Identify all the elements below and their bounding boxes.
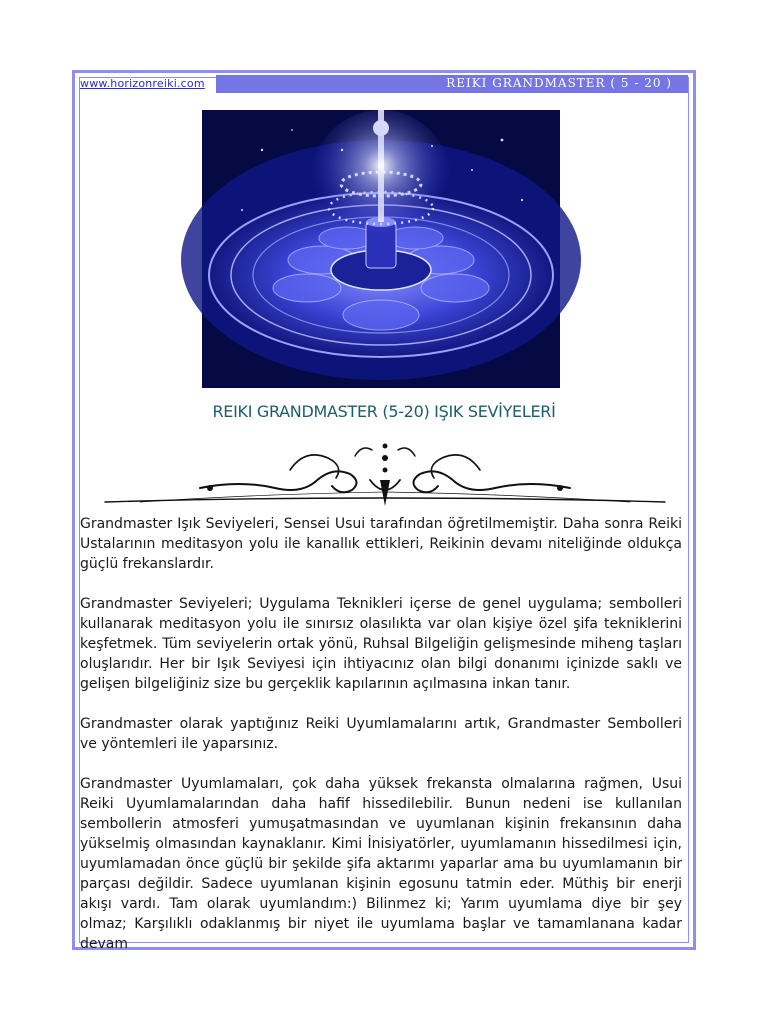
header-title: REIKI GRANDMASTER ( 5 - 20 ) — [446, 76, 672, 90]
paragraph-3: Grandmaster olarak yaptığınız Reiki Uyumlamalarını artık, Grandmaster Sembolleri ve yöntemleri ile yaparsınız. — [80, 716, 682, 752]
paragraph-2: Grandmaster Seviyeleri; Uygulama Teknikleri içerse de genel uygulama; sembolleri kullanarak meditasyon yolu ile sınırsız olasılıkta var olan kişiye özel şifa tekniklerini keşfetmek. Tüm seviyelerin ortak yönü, Ruhsal Bilgeliğin gelişmesinde miheng taşları oluşlarıdır. Her bir Işık Seviyesi için ihtiyacınız olan bilgi donanımı içinizde saklı ve gelişen bilgeliğiniz size bu gerçeklik kapılarının açılmasına inkan tanır. — [80, 596, 682, 692]
body-text-area — [80, 514, 688, 952]
reiki-energy-mandala-image — [202, 110, 560, 388]
decorative-flourish-divider — [100, 436, 670, 512]
paragraph-1: Grandmaster Işık Seviyeleri, Sensei Usui tarafından öğretilmemiştir. Daha sonra Reiki Ustalarının meditasyon yolu ile kanallık ettikleri, Reikinin devamı niteliğinde oldukça güçlü frekanslardır. — [80, 516, 682, 572]
website-link[interactable]: www.horizonreiki.com — [80, 77, 205, 90]
paragraph-4: Grandmaster Uyumlamaları, çok daha yüksek frekansta olmalarına rağmen, Usui Reiki Uyumlamalarından daha hafif hissedilebilir. Bunun nedeni ise kullanılan sembollerin atmosferi yumuşatmasından ve uyumlanan kişinin frekansının daha yükselmiş olmasından kaynaklanır. Kimi İnisiyatörler, uyumlamanın hissedilmesi için, uyumlamadan önce güçlü bir şekilde şifa aktarımı yaparlar ama bu uyumlamanın bir parçası değildir. Sadece uyumlanan kişinin egosunu tatmin eder. Müthiş bir enerji akışı vardı. Tam olarak uyumlandım:) Bilinmez ki; Yarım uyumlama diye bir şey olmaz; Karşılıklı odaklanmış bir niyet ile uyumlama başlar ve tamamlanana kadar devam — [80, 776, 682, 952]
body-text — [80, 514, 682, 954]
header-bar — [216, 75, 688, 93]
page-title: REIKI GRANDMASTER (5-20) IŞIK SEVİYELERİ — [212, 402, 556, 421]
page-header — [80, 75, 688, 95]
mandala-illustration — [202, 110, 560, 388]
